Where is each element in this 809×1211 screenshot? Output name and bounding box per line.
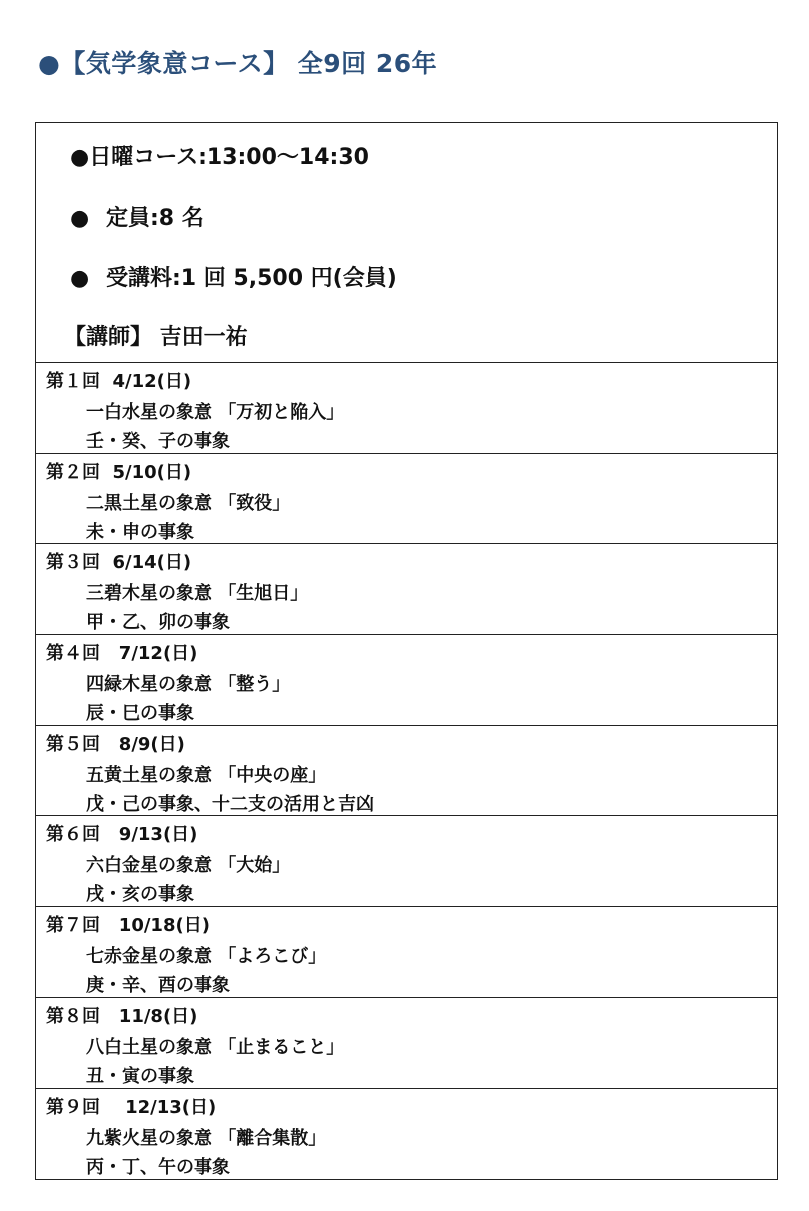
session-header: 第８回 11/8(日) bbox=[46, 1005, 198, 1027]
bullet-icon: ● bbox=[70, 206, 90, 231]
session-star-topic: 三碧木星の象意 「生旭日」 bbox=[86, 583, 309, 605]
schedule-info: ●日曜コース:13:00～14:30 bbox=[70, 145, 369, 170]
fee-text: 受講料:1 回 5,500 円(会員) bbox=[106, 266, 397, 291]
session-element-topic: 辰・巳の事象 bbox=[86, 703, 194, 725]
session-element-topic: 丑・寅の事象 bbox=[86, 1065, 194, 1087]
session-header: 第３回 6/14(日) bbox=[46, 552, 192, 574]
page-title: ●【気学象意コース】 全9回 26年 bbox=[38, 49, 438, 78]
session-row bbox=[36, 726, 777, 817]
fee-info bbox=[70, 261, 397, 292]
session-row bbox=[36, 544, 777, 635]
session-star-topic: 四緑木星の象意 「整う」 bbox=[86, 674, 291, 696]
session-element-topic: 甲・乙、卯の事象 bbox=[86, 612, 230, 634]
session-star-topic: 五黄土星の象意 「中央の座」 bbox=[86, 764, 327, 786]
session-header: 第４回 7/12(日) bbox=[46, 643, 198, 665]
session-star-topic: 一白水星の象意 「万初と陥入」 bbox=[86, 402, 345, 423]
session-header: 第５回 8/9(日) bbox=[46, 733, 185, 755]
bullet-icon: ● bbox=[70, 266, 90, 291]
session-element-topic: 戊・己の事象、十二支の活用と吉凶 bbox=[86, 793, 374, 815]
session-row bbox=[36, 454, 777, 545]
session-row bbox=[36, 363, 777, 454]
capacity-info bbox=[70, 201, 204, 232]
capacity-text: 定員:8 名 bbox=[106, 206, 204, 231]
session-element-topic: 壬・癸、子の事象 bbox=[86, 431, 230, 452]
session-header: 第９回 12/13(日) bbox=[46, 1096, 217, 1118]
session-row bbox=[36, 998, 777, 1089]
session-row bbox=[36, 907, 777, 998]
session-star-topic: 六白金星の象意 「大始」 bbox=[86, 855, 291, 877]
session-row bbox=[36, 1089, 777, 1180]
session-row bbox=[36, 635, 777, 726]
session-star-topic: 二黒土星の象意 「致役」 bbox=[86, 492, 291, 514]
session-element-topic: 未・申の事象 bbox=[86, 521, 194, 543]
session-star-topic: 八白土星の象意 「止まること」 bbox=[86, 1036, 345, 1058]
session-header: 第７回 10/18(日) bbox=[46, 915, 210, 937]
session-header: 第１回 4/12(日) bbox=[46, 371, 192, 392]
session-star-topic: 七赤金星の象意 「よろこび」 bbox=[86, 946, 327, 968]
instructor-info: 【講師】 吉田一祐 bbox=[64, 325, 248, 350]
course-table bbox=[35, 122, 778, 1180]
session-element-topic: 丙・丁、午の事象 bbox=[86, 1156, 230, 1178]
session-element-topic: 戌・亥の事象 bbox=[86, 884, 194, 906]
session-element-topic: 庚・辛、酉の事象 bbox=[86, 975, 230, 997]
session-header: 第２回 5/10(日) bbox=[46, 461, 192, 483]
session-header: 第６回 9/13(日) bbox=[46, 824, 198, 846]
session-row bbox=[36, 816, 777, 907]
course-info-section bbox=[36, 123, 777, 363]
session-star-topic: 九紫火星の象意 「離合集散」 bbox=[86, 1127, 327, 1149]
